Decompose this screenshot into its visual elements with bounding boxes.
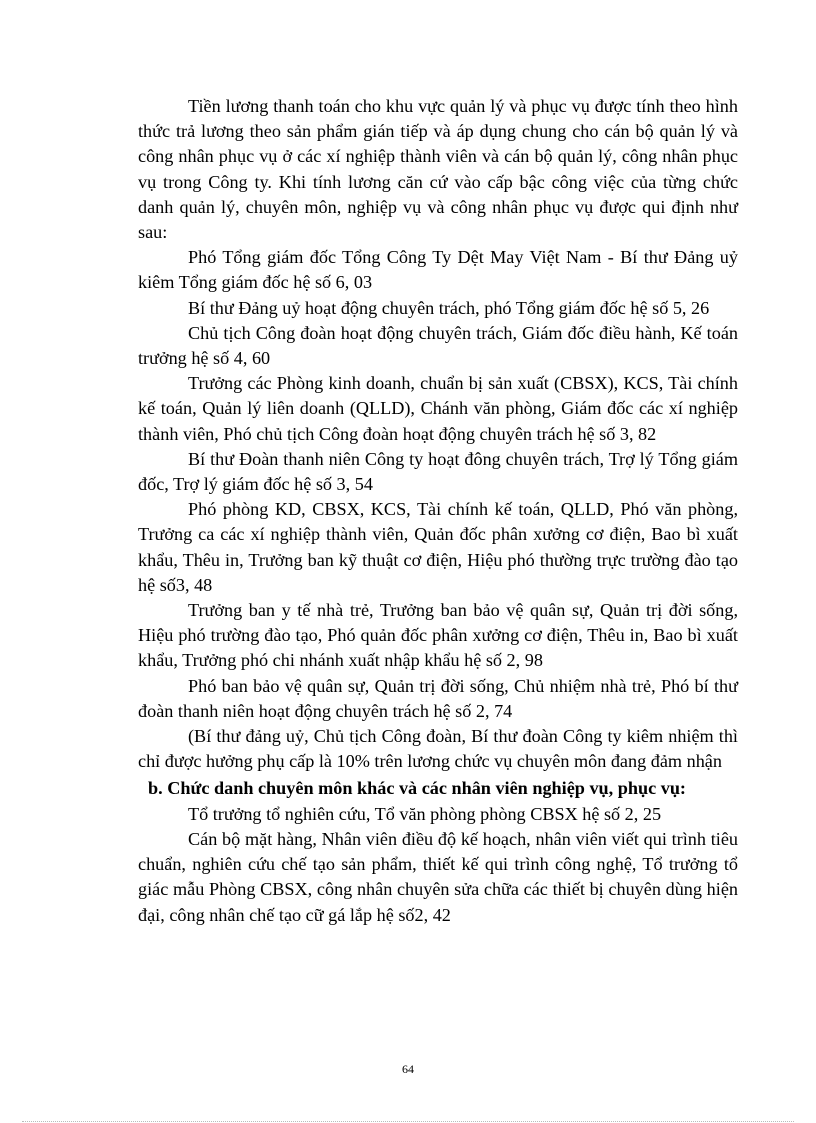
paragraph-coefficient: Cán bộ mặt hàng, Nhân viên điều độ kế hoạch, nhân viên viết qui trình tiêu chuẩn, nghiên cứu chế tạo sản phẩm, thiết kế qui trình công nghệ, Tổ trưởng tổ giác mẫu Phòng CBSX, công nhân chuyên sửa chữa các thiết bị chuyên dùng hiện đại, công nhân chế tạo cữ gá lắp hệ số2, 42 <box>138 828 738 925</box>
paragraph-coefficient: Phó ban bảo vệ quân sự, Quản trị đời sống, Chủ nhiệm nhà trẻ, Phó bí thư đoàn thanh niên hoạt động chuyên trách hệ số 2, 74 <box>138 675 738 721</box>
paragraph-coefficient: Trưởng ban y tế nhà trẻ, Trưởng ban bảo vệ quân sự, Quản trị đời sống, Hiệu phó trường đào tạo, Phó quản đốc phân xưởng cơ điện, Thêu in, Bao bì xuất khẩu, Trưởng phó chi nhánh xuất nhập khẩu hệ số 2, 98 <box>138 600 738 671</box>
paragraph-coefficient: Chủ tịch Công đoàn hoạt động chuyên trách, Giám đốc điều hành, Kế toán trưởng hệ số 4, 60 <box>138 322 738 369</box>
paragraph-coefficient: Phó Tổng giám đốc Tổng Công Ty Dệt May Việt Nam - Bí thư Đảng uỷ kiêm Tổng giám đốc hệ số 6, 03 <box>138 247 738 293</box>
paragraph-coefficient: Bí thư Đoàn thanh niên Công ty hoạt đông chuyên trách, Trợ lý Tổng giám đốc, Trợ lý giám đốc hệ số 3, 54 <box>138 448 738 495</box>
body-text <box>138 94 738 928</box>
paragraph-coefficient: Trưởng các Phòng kinh doanh, chuẩn bị sản xuất (CBSX), KCS, Tài chính kế toán, Quản lý liên doanh (QLLD), Chánh văn phòng, Giám đốc các xí nghiệp thành viên, Phó chủ tịch Công đoàn hoạt động chuyên trách hệ số 3, 82 <box>138 373 738 444</box>
page-number: 64 <box>402 1062 414 1076</box>
paragraph-coefficient: Phó phòng KD, CBSX, KCS, Tài chính kế toán, QLLD, Phó văn phòng, Trưởng ca các xí nghiệp thành viên, Quản đốc phân xưởng cơ điện, Bao bì xuất khẩu, Thêu in, Trưởng ban kỹ thuật cơ điện, Hiệu phó thường trực trường đào tạo hệ số3, 48 <box>138 499 738 595</box>
paragraph-note: (Bí thư đảng uỷ, Chủ tịch Công đoàn, Bí thư đoàn Công ty kiêm nhiệm thì chỉ được hưởng phụ cấp là 10% trên lương chức vụ chuyên môn đang đảm nhận <box>138 726 738 772</box>
paragraph-intro: Tiền lương thanh toán cho khu vực quản lý và phục vụ được tính theo hình thức trả lương theo sản phẩm gián tiếp và áp dụng chung cho cán bộ quản lý và công nhân phục vụ ở các xí nghiệp thành viên và cán bộ quản lý, công nhân phục vụ trong Công ty. Khi tính lương căn cứ vào cấp bậc công việc của từng chức danh quản lý, chuyên môn, nghiệp vụ và công nhân phục vụ được qui định như sau: <box>138 96 738 243</box>
paragraph-coefficient: Tổ trưởng tổ nghiên cứu, Tổ văn phòng phòng CBSX hệ số 2, 25 <box>188 803 662 824</box>
section-heading: b. Chức danh chuyên môn khác và các nhân viên nghiệp vụ, phục vụ: <box>148 778 686 799</box>
page-bottom-divider <box>22 1121 794 1122</box>
paragraph-coefficient: Bí thư Đảng uỷ hoạt động chuyên trách, phó Tổng giám đốc hệ số 5, 26 <box>188 297 710 318</box>
